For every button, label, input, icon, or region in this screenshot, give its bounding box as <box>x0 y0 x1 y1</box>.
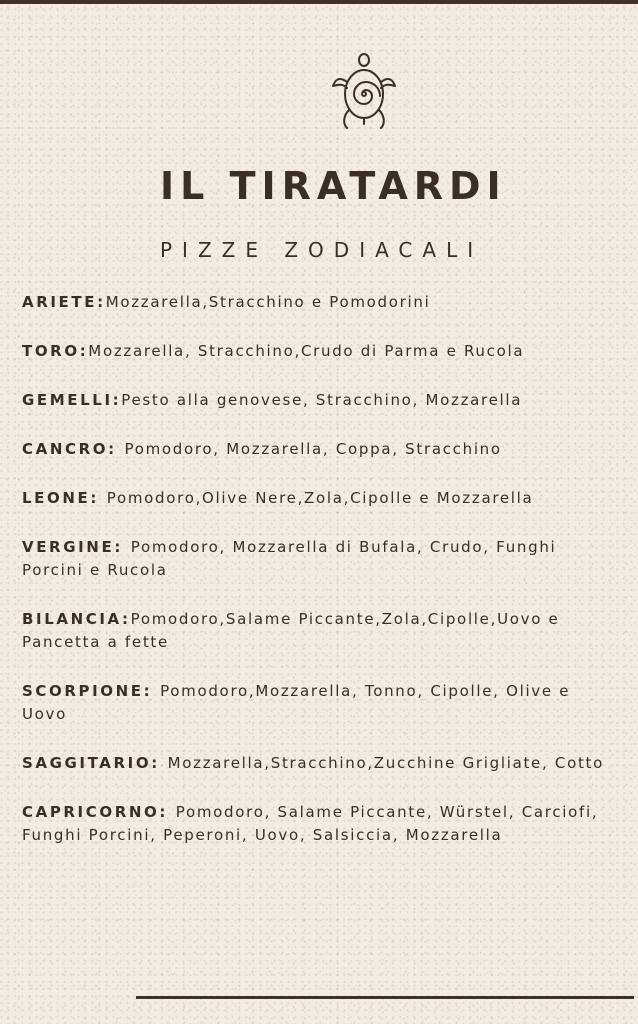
turtle-spiral-icon <box>331 52 397 132</box>
menu-item-scorpione <box>22 680 612 726</box>
pizza-name: BILANCIA: <box>22 610 131 628</box>
pizza-ingredients: Pomodoro, Mozzarella, Coppa, Stracchino <box>124 440 502 458</box>
menu-item-gemelli <box>22 389 612 412</box>
pizza-name: SAGGITARIO: <box>22 754 168 772</box>
menu-item-capricorno <box>22 801 612 847</box>
pizza-name: SCORPIONE: <box>22 682 161 700</box>
menu-item-bilancia <box>22 608 612 654</box>
menu-item-toro <box>22 340 612 363</box>
pizza-name: ARIETE: <box>22 293 106 311</box>
menu-item-vergine <box>22 536 612 582</box>
menu-subtitle: PIZZE ZODIACALI <box>160 238 484 262</box>
pizza-name: GEMELLI: <box>22 391 122 409</box>
pizza-ingredients: Mozzarella, Stracchino,Crudo di Parma e Rucola <box>88 342 525 360</box>
pizza-name: TORO: <box>22 342 89 360</box>
restaurant-title: IL TIRATARDI <box>160 164 507 208</box>
pizza-ingredients: Mozzarella,Stracchino,Zucchine Grigliate, Cotto <box>167 754 605 772</box>
pizza-menu-list <box>22 291 612 873</box>
menu-item-saggitario <box>22 752 612 775</box>
top-border <box>0 0 638 4</box>
pizza-name: LEONE: <box>22 489 107 507</box>
pizza-ingredients: Pomodoro,Olive Nere,Zola,Cipolle e Mozzarella <box>106 489 534 507</box>
pizza-ingredients: Pomodoro, Salame Piccante, Würstel, Carciofi, Funghi Porcini, Peperoni, Uovo, Salsiccia, Mozzarella <box>22 803 599 844</box>
pizza-ingredients: Pomodoro,Salame Piccante,Zola,Cipolle,Uovo e Pancetta a fette <box>22 610 560 651</box>
pizza-name: VERGINE: <box>22 538 131 556</box>
menu-item-cancro <box>22 438 612 461</box>
bottom-divider <box>136 996 634 999</box>
pizza-name: CAPRICORNO: <box>22 803 176 821</box>
pizza-ingredients: Mozzarella,Stracchino e Pomodorini <box>105 293 431 311</box>
pizza-ingredients: Pomodoro, Mozzarella di Bufala, Crudo, Funghi Porcini e Rucola <box>22 538 557 579</box>
pizza-ingredients: Pomodoro,Mozzarella, Tonno, Cipolle, Olive e Uovo <box>22 682 571 723</box>
pizza-ingredients: Pesto alla genovese, Stracchino, Mozzarella <box>121 391 523 409</box>
pizza-name: CANCRO: <box>22 440 125 458</box>
menu-item-ariete <box>22 291 612 314</box>
menu-item-leone <box>22 487 612 510</box>
